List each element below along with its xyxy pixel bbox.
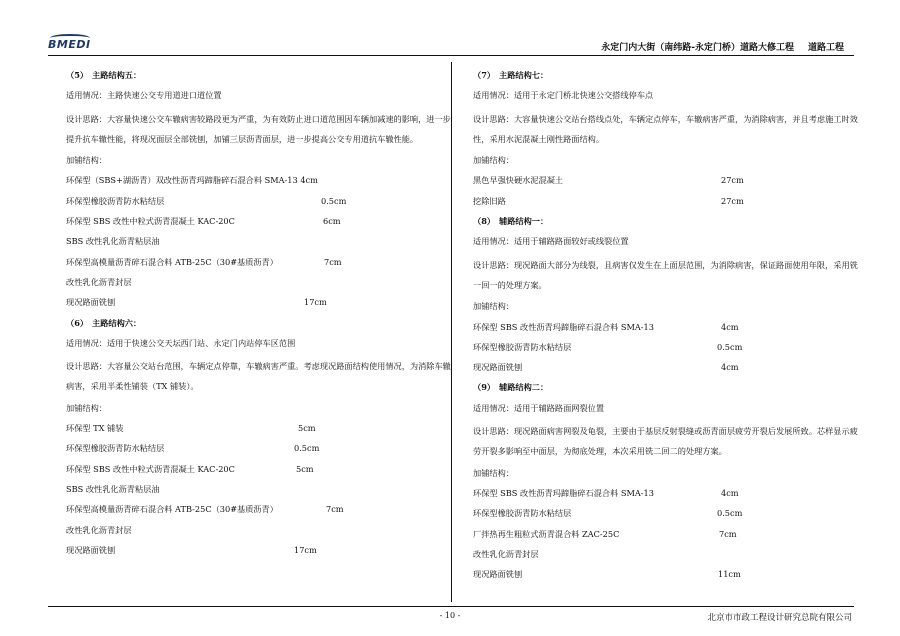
layer-row — [473, 360, 863, 374]
layer-value: 27cm — [721, 175, 744, 186]
layer-name: 改性乳化沥青封层 — [66, 524, 132, 535]
overlay-label: 加铺结构： — [473, 301, 514, 312]
layer-name: 环保型高模量沥青碎石混合料 ATB-25C（30#基质沥青） — [66, 256, 278, 267]
applicable-text: 适用情况：主路快速公交专用道进口道位置 — [66, 90, 222, 101]
layer-row — [66, 462, 456, 476]
section-title: 主路结构五： — [92, 70, 142, 80]
header-rule — [48, 55, 854, 56]
layer-row — [473, 567, 863, 581]
layer-row — [473, 527, 863, 541]
footer-rule — [48, 606, 854, 607]
layer-value: 5cm — [298, 423, 316, 434]
layer-row — [66, 441, 456, 455]
document-header — [587, 40, 844, 53]
organization-name: 北京市市政工程设计研究总院有限公司 — [707, 613, 852, 623]
layer-row — [473, 486, 863, 500]
layer-value: 6cm — [323, 216, 341, 227]
design-text: 设计思路：大容量公交站台范围，车辆定点停靠，车辙病害严重。考虑现况路面结构使用情况，为消除车辙病害，采用半柔性铺装（TX 铺装）。 — [66, 361, 451, 392]
design-text: 设计思路：大容量快速公交车辙病害较路段更为严重，为有效防止进口道范围因车辆加减速的影响，进一步提升抗车辙性能，将现况面层全部铣刨，加铺三层沥青面层，进一步提高公交专用道抗车辙性能。 — [66, 113, 451, 144]
layer-name: 环保型高模量沥青碎石混合料 ATB-25C（30#基质沥青） — [66, 504, 278, 515]
layer-row — [473, 173, 863, 187]
layer-name: 环保型橡胶沥青防水粘结层 — [473, 508, 572, 519]
layer-row — [66, 255, 456, 269]
layer-value: 0.5cm — [294, 443, 320, 454]
layer-value: 0.5cm — [717, 341, 743, 352]
layer-name: 改性乳化沥青封层 — [473, 548, 539, 559]
layer-name: 环保型橡胶沥青防水粘结层 — [473, 341, 572, 352]
right-column — [473, 68, 863, 587]
layer-row — [66, 543, 456, 557]
section-title: 辅路结构一： — [499, 216, 549, 227]
layer-row — [473, 320, 863, 334]
page-number: - 10 - — [439, 611, 461, 620]
section-number: （5） — [66, 70, 89, 80]
section-title: 辅路结构二： — [499, 382, 549, 393]
layer-row — [66, 295, 456, 309]
section-heading — [66, 316, 456, 330]
layer-value: 27cm — [721, 195, 744, 206]
applicable-text: 适用情况：适用于辅路路面较好或线裂位置 — [473, 236, 629, 247]
layer-row — [473, 506, 863, 520]
section-heading — [66, 68, 456, 82]
section-number: （7） — [473, 70, 496, 80]
layer-row — [66, 173, 456, 187]
layer-name: SBS 改性乳化沥青粘层油 — [66, 483, 160, 494]
layer-name: 环保型 SBS 改性中粒式沥青混凝土 KAC-20C — [66, 463, 235, 474]
layer-name: 环保型 SBS 改性沥青玛蹄脂碎石混合料 SMA-13 — [473, 321, 654, 332]
overlay-label: 加铺结构： — [66, 402, 107, 413]
section-number: （9） — [473, 382, 496, 393]
layer-name: 改性乳化沥青封层 — [66, 276, 132, 287]
layer-name: 环保型 TX 铺装 — [66, 423, 124, 434]
design-text: 设计思路：现况路面大部分为线裂，且病害仅发生在上面层范围，为消除病害，保证路面使用年限，采用铣一回一的处理方案。 — [473, 259, 858, 290]
layer-row — [66, 482, 456, 496]
layer-value: 11cm — [718, 569, 741, 580]
layer-name: 现况路面铣刨 — [66, 297, 116, 308]
layer-name: 现况路面铣刨 — [473, 362, 523, 373]
section-number: （8） — [473, 216, 496, 227]
layer-row — [66, 234, 456, 248]
section-heading — [473, 380, 863, 394]
layer-name: 环保型橡胶沥青防水粘结层 — [66, 443, 165, 454]
layer-row — [473, 340, 863, 354]
layer-value: 7cm — [326, 504, 344, 515]
layer-row — [66, 502, 456, 516]
overlay-label: 加铺结构： — [473, 467, 514, 478]
layer-name: 环保型 SBS 改性沥青玛蹄脂碎石混合料 SMA-13 — [473, 487, 654, 498]
layer-name: 环保型橡胶沥青防水粘结层 — [66, 195, 165, 206]
layer-name: 挖除旧路 — [473, 195, 506, 206]
section-heading — [473, 214, 863, 228]
overlay-label: 加铺结构： — [473, 155, 514, 166]
layer-name: SBS 改性乳化沥青粘层油 — [66, 236, 160, 247]
company-logo — [48, 34, 98, 50]
layer-name: 环保型（SBS+湖沥青）双改性沥青玛蹄脂碎石混合料 SMA-13 4cm — [66, 175, 318, 186]
layer-name: 厂拌热再生粗粒式沥青混合料 ZAC-25C — [473, 528, 620, 539]
layer-name: 环保型 SBS 改性中粒式沥青混凝土 KAC-20C — [66, 216, 235, 227]
layer-row — [66, 275, 456, 289]
layer-value: 7cm — [324, 256, 342, 267]
layer-value: 0.5cm — [717, 508, 743, 519]
layer-row — [66, 421, 456, 435]
layer-value: 4cm — [721, 487, 739, 498]
logo-text: BMEDI — [48, 38, 91, 51]
section-number: （6） — [66, 317, 89, 328]
design-text: 设计思路：大容量快速公交站台搭线点处，车辆定点停车，车辙病害严重，为消除病害，并且考虑施工时效性，采用水泥混凝土刚性路面结构。 — [473, 113, 858, 144]
left-column — [66, 68, 456, 563]
applicable-text: 适用情况：适用于快速公交天坛西门站、永定门内站停车区范围 — [66, 337, 296, 348]
layer-row — [473, 194, 863, 208]
layer-value: 5cm — [296, 463, 314, 474]
overlay-label: 加铺结构： — [66, 155, 107, 166]
project-title: 永定门内大街（南纬路-永定门桥）道路大修工程 — [601, 43, 794, 53]
layer-row — [66, 523, 456, 537]
layer-row — [66, 194, 456, 208]
layer-value: 17cm — [304, 297, 327, 308]
applicable-text: 适用情况：适用于永定门桥北快速公交搭线停车点 — [473, 90, 654, 101]
layer-row — [66, 214, 456, 228]
layer-name: 现况路面铣刨 — [473, 569, 523, 580]
layer-value: 4cm — [721, 321, 739, 332]
design-text: 设计思路：现况路面病害网裂及龟裂，主要由于基层反射裂缝或沥青面层疲劳开裂后发展所致。芯样显示疲劳开裂多影响至中面层，为彻底处理，本次采用铣二回二的处理方案。 — [473, 426, 858, 457]
layer-value: 0.5cm — [321, 195, 347, 206]
section-title: 主路结构七： — [499, 70, 549, 80]
layer-name: 现况路面铣刨 — [66, 544, 116, 555]
applicable-text: 适用情况：适用于辅路路面网裂位置 — [473, 402, 605, 413]
section-heading — [473, 68, 863, 82]
layer-row — [473, 547, 863, 561]
layer-value: 17cm — [294, 544, 317, 555]
layer-name: 黑色早强快硬水泥混凝土 — [473, 175, 564, 186]
section-title: 主路结构六： — [92, 317, 142, 328]
section-title: 道路工程 — [807, 43, 844, 53]
layer-value: 4cm — [721, 362, 739, 373]
layer-value: 7cm — [719, 528, 737, 539]
